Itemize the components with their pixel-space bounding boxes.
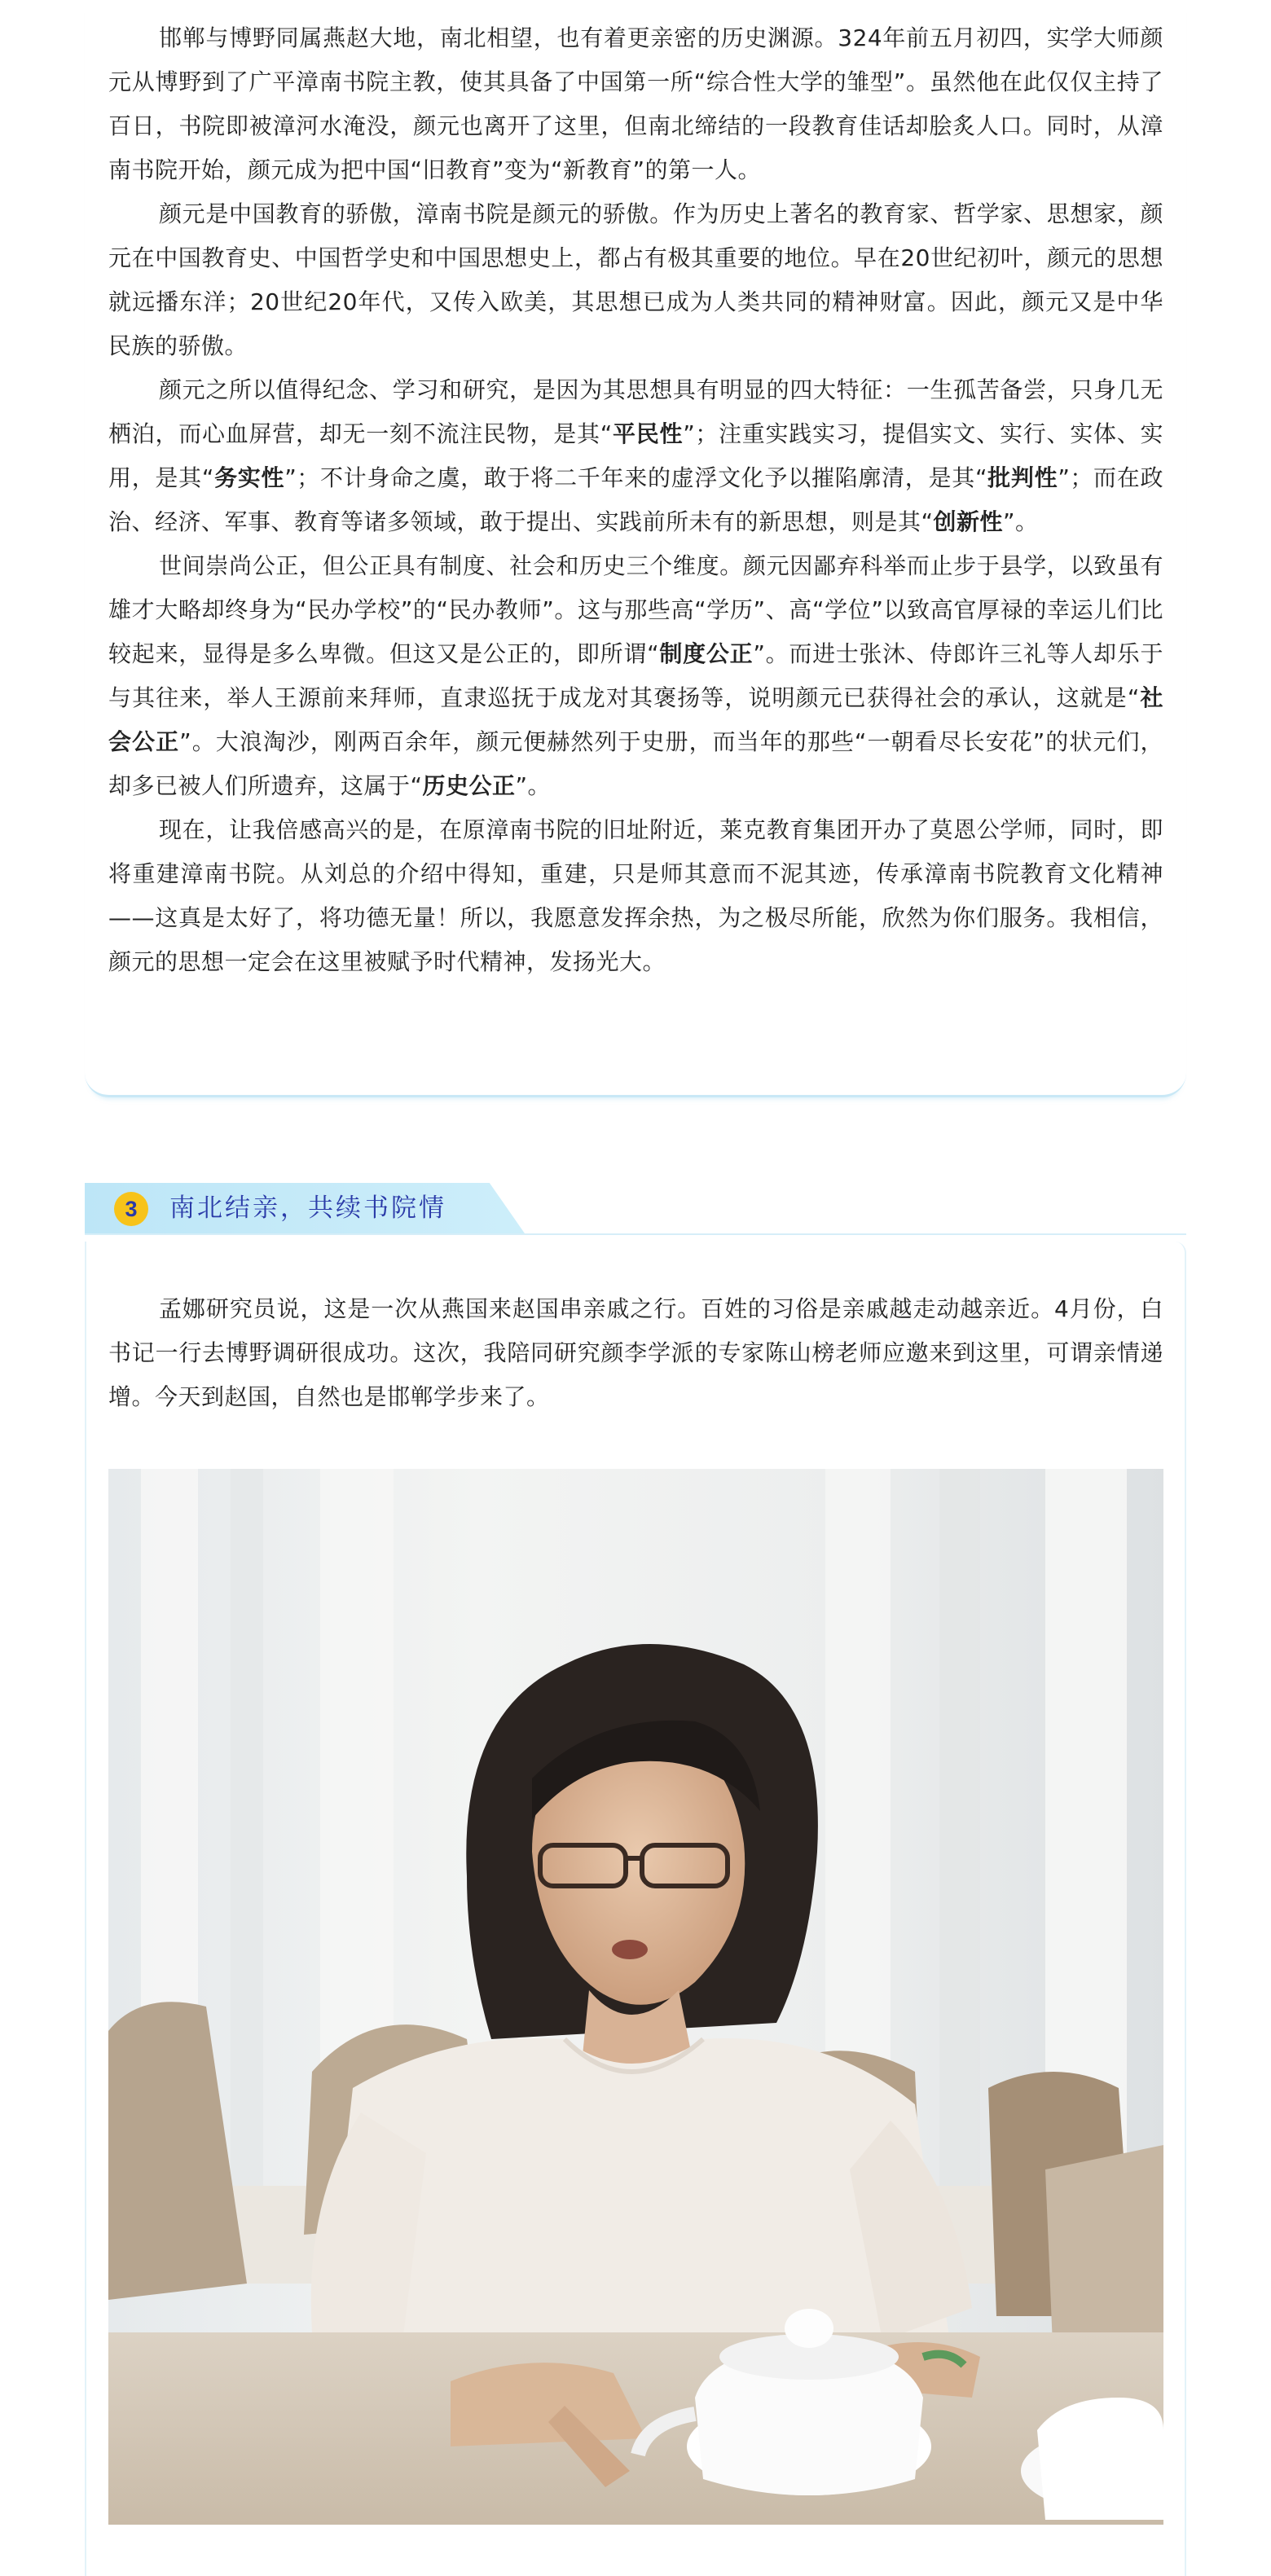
section-divider	[85, 1233, 1186, 1235]
bold-term: 务实性	[213, 464, 285, 491]
bold-term: 创新性	[933, 508, 1004, 535]
text-run: ”。大浪淘沙，刚两百余年，颜元便赫然列于史册，而当年的那些“一朝看尽长安花”的状元们，却多已被人们所遗弃，这属于“	[108, 728, 1163, 799]
bold-term: 平民性	[612, 420, 684, 447]
paragraph	[108, 192, 1163, 368]
text-run: ”。	[515, 772, 552, 799]
paragraph: 孟娜研究员说，这是一次从燕国来赵国串亲戚之行。百姓的习俗是亲戚越走动越亲近。4月份，白书记一行去博野调研很成功。这次，我陪同研究颜李学派的专家陈山榜老师应邀来到这里，可谓亲情递增。今天到赵国，自然也是邯郸学步来了。	[108, 1295, 1163, 1410]
text-run: ”。	[1003, 508, 1039, 535]
section-body	[108, 1287, 1163, 1419]
text-run: ”。而进士张沐、侍郎许三礼等人却乐于与其往来，举人王源前来拜师，直隶巡抚于成龙对其褒扬等，说明颜元已获得社会的承认，这就是“	[108, 640, 1163, 711]
text-run: 现在，让我倍感高兴的是，在原漳南书院的旧址附近，莱克教育集团开办了莫恩公学师，同时，即将重建漳南书院。从刘总的介绍中得知，重建，只是师其意而不泥其迹，传承漳南书院教育文化精神——这真是太好了，将功德无量！所以，我愿意发挥余热，为之极尽所能，欣然为你们服务。我相信，颜元的思想一定会在这里被赋予时代精神，发扬光大。	[108, 816, 1163, 975]
paragraph	[108, 368, 1163, 544]
bold-term: 历史公正	[422, 772, 516, 799]
text-run: ”；注重实践实习，提倡实文、实行、实体、实用，是其“	[108, 420, 1163, 491]
photo-woman-speaking	[108, 1469, 1163, 2525]
text-run: ”；不计身命之虞，敢于将二千年来的虚浮文化予以摧陷廓清，是其“	[284, 464, 987, 491]
section-header	[85, 1183, 1186, 1242]
text-run: 邯郸与博野同属燕赵大地，南北相望，也有着更亲密的历史渊源。324年前五月初四，实学大师颜元从博野到了广平漳南书院主教，使其具备了中国第一所“综合性大学的雏型”。虽然他在此仅仅主持了百日，书院即被漳河水淹没，颜元也离开了这里，但南北缔结的一段教育佳话却脍炙人口。同时，从漳南书院开始，颜元成为把中国“旧教育”变为“新教育”的第一人。	[108, 24, 1163, 183]
paragraph	[108, 544, 1163, 808]
bold-term: 社会公正	[108, 684, 1163, 755]
article-body	[108, 16, 1163, 984]
section-number-badge: 3	[114, 1192, 148, 1226]
bold-term: 批判性	[987, 464, 1058, 491]
text-run: 颜元是中国教育的骄傲，漳南书院是颜元的骄傲。作为历史上著名的教育家、哲学家、思想家，颜元在中国教育史、中国哲学史和中国思想史上，都占有极其重要的地位。早在20世纪初叶，颜元的思想就远播东洋；20世纪20年代，又传入欧美，其思想已成为人类共同的精神财富。因此，颜元又是中华民族的骄傲。	[108, 200, 1163, 359]
paragraph	[108, 16, 1163, 192]
paragraph	[108, 808, 1163, 984]
bold-term: 制度公正	[659, 640, 754, 667]
text-run: 颜元之所以值得纪念、学习和研究，是因为其思想具有明显的四大特征：一生孤苦备尝，只身几无栖泊，而心血屏营，却无一刻不流注民物，是其“	[108, 376, 1163, 447]
section-title: 南北结亲，共续书院情	[169, 1193, 446, 1223]
photo-illustration	[108, 1469, 1163, 2525]
text-run: 世间崇尚公正，但公正具有制度、社会和历史三个维度。颜元因鄙弃科举而止步于县学，以致虽有雄才大略却终身为“民办学校”的“民办教师”。这与那些高“学历”、高“学位”以致高官厚禄的幸运儿们比较起来，显得是多么卑微。但这又是公正的，即所谓“	[108, 552, 1163, 667]
text-run: ”；而在政治、经济、军事、教育等诸多领域，敢于提出、实践前所未有的新思想，则是其“	[108, 464, 1163, 535]
